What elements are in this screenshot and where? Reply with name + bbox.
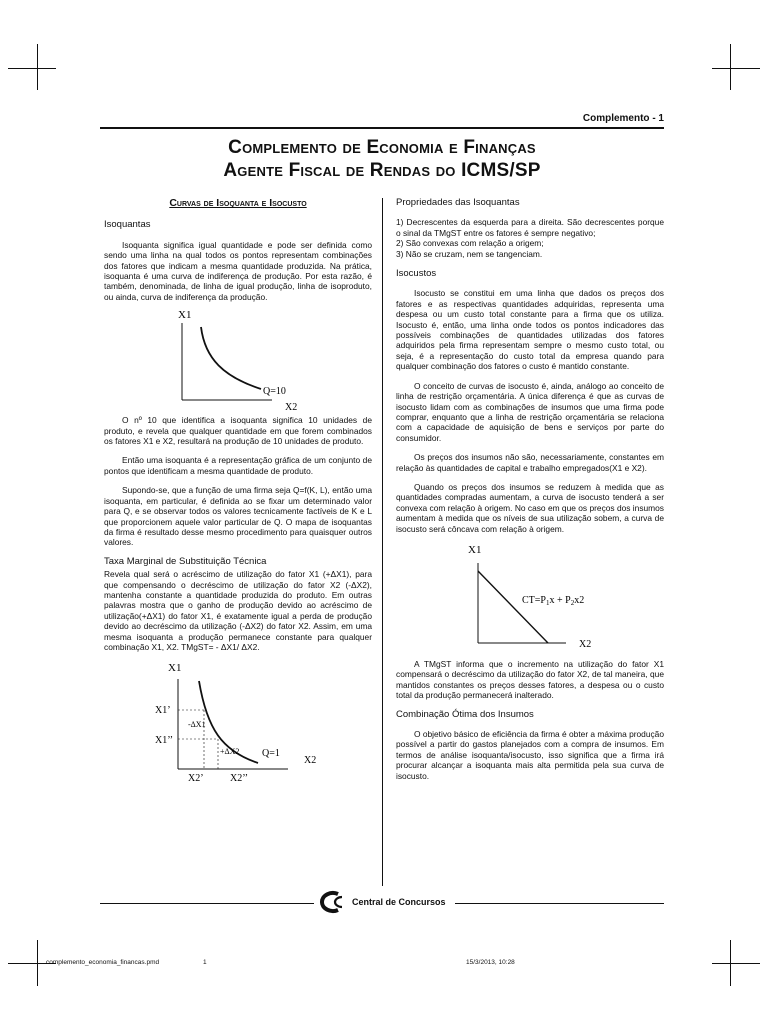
paragraph: Então uma isoquanta é a representação gráfica de um conjunto de pontos que identificam a mesma quantidade de produto. [104, 455, 372, 476]
x-tick-label: X2’ [188, 773, 204, 784]
crop-mark [730, 44, 731, 90]
footer-rule [100, 903, 314, 904]
heading-propriedades: Propriedades das Isoquantas [396, 197, 520, 208]
heading-combinacao: Combinação Ótima dos Insumos [396, 708, 534, 720]
crop-mark [712, 963, 760, 964]
paragraph: Quando os preços dos insumos se reduzem à medida que as quantidades compradas aumentam, a curva de isocusto tenderá a ser convexa com relação à origem. No caso em que os preços dos insumos aumentam à medida que os níveis de sua utilização sobem, a curva de isocusto será côncava com relação à origem. [396, 481, 664, 534]
paragraph: Os preços dos insumos não são, necessariamente, constantes em relação às quantidades de capital e trabalho empregados(X1 e X2). [396, 452, 664, 473]
curve-label: Q=1 [262, 748, 280, 760]
paragraph: Isocusto se constitui em uma linha que dados os preços dos fatores e as respectivas quantidades adquiridas, representa uma despesa ou um custo total constante para a firma que os utiliza. Isocusto é, então, uma linha onde todos os pontos indicadores das possíveis combinações de quantidades utilizadas dos fatores adquiridos pela firma representam sempre o mesmo custo total, ou seja, é a representação do custo total da empresa quando para qualquer combinação dos fatores o custo é mantido constante. [396, 288, 664, 372]
paragraph: O conceito de curvas de isocusto é, ainda, análogo ao conceito de linha de restrição orçamentária. A única diferença é que as curvas de isocusto lidam com as combinações de insumos que uma firma pode comprar, enquanto que a linha de restrição orçamentária se relaciona com a capacidade de aquisição de bens e serviços por parte do consumidor. [396, 380, 664, 443]
graph-y-label: X1 [468, 543, 482, 556]
heading-isoquantas: Isoquantas [104, 219, 151, 231]
graph-x-label: X2 [304, 755, 317, 767]
isocost-graph [396, 541, 664, 653]
section-title: Curvas de Isoquanta e Isocusto [169, 197, 307, 209]
central-concursos-logo-icon [314, 890, 348, 914]
heading-tmst: Taxa Marginal de Substituição Técnica [104, 555, 267, 567]
list-item: 1) Decrescentes da esquerda para a direita. São decrescentes porque o sinal da TMgST entre os fatores é sempre negativo; [396, 217, 664, 238]
tmst-graph [104, 659, 372, 783]
page-title-line1: Complemento de Economia e Finanças [228, 137, 536, 158]
right-column [396, 198, 664, 790]
isoquant-graph [104, 307, 372, 413]
heading-isocustos: Isocustos [396, 268, 437, 280]
crop-mark [37, 44, 38, 90]
graph-y-label: X1 [168, 662, 182, 675]
delta-x1-label: -ΔX1 [188, 720, 206, 730]
page-title-line2: Agente Fiscal de Rendas do ICMS/SP [223, 160, 541, 181]
footer-rule [455, 903, 664, 904]
crop-mark [8, 68, 56, 69]
footer-brand: Central de Concursos [352, 897, 446, 907]
print-date: 15/3/2013, 10:28 [466, 959, 515, 966]
curve-label: Q=10 [263, 386, 286, 398]
isocost-line [478, 571, 548, 643]
isoquant-curve [201, 327, 261, 389]
list-item: 3) Não se cruzam, nem se tangenciam. [396, 248, 543, 259]
graph-y-label: X1 [178, 309, 192, 322]
column-divider [382, 198, 383, 886]
graph-x-label: X2 [579, 638, 592, 650]
paragraph: A TMgST informa que o incremento na utilização do fator X1 compensará o decréscimo da utilização do fator X2, de tal maneira, que mantidos constantes os preços desses fatores, a despesa ou o custo total da produção permanecerá inalterado. [396, 658, 664, 701]
paragraph: O objetivo básico de eficiência da firma é obter a máxima produção possível a partir do gastos planejados com a compra de insumos. Em termos de análise isoquanta/isocusto, isso significa que a firma irá procurar alcançar a isoquanta mais alta permitida pela sua curva de isocusto. [396, 729, 664, 781]
running-header: Complemento - 1 [582, 113, 664, 124]
delta-x2-label: +ΔX2 [220, 747, 240, 757]
y-tick-label: X1’’ [155, 735, 174, 747]
file-name: complemento_economia_financas.pmd [46, 959, 160, 966]
y-tick-label: X1’ [155, 705, 171, 717]
list-item: 2) São convexas com relação a origem; [396, 238, 544, 249]
paragraph: Revela qual será o acréscimo de utilização do fator X1 (+ΔX1), para que compensando o decréscimo de utilização do fator X2 (-ΔX2), mantenha constante a quantidade produzida do produto. Em outras palavras mostra que o ganho de produção devido ao acréscimo de utilização(+ΔX1) do fator X1, é exatamente igual a perda de produção devido ao decréscimo da utilização (-ΔX2) do fator X2. Assim, em uma mesma isoquanta a produção permanece constante para qualquer combinação X1, X2. TMgST= - ΔX1/ ΔX2. [104, 569, 372, 652]
isocost-equation: $CT=P_1x + P_2x2$ [522, 594, 585, 607]
x-tick-label: X2’’ [230, 773, 249, 784]
left-column [104, 198, 372, 783]
graph-x-label: X2 [285, 402, 298, 414]
crop-mark [712, 68, 760, 69]
paragraph: Supondo-se, que a função de uma firma seja Q=f(K, L), então uma isoquanta, em particular, é definida ao se fixar um determinado valor para Q, e se observar todos os valores tecnicamente factíveis de K e L que proporcionem aquele valor particular de Q. O mapa de isoquantas da firma é resultado desse mesmo procedimento para quaisquer outros valores. [104, 485, 372, 548]
paragraph: Isoquanta significa igual quantidade e pode ser definida como sendo uma linha na qual todos os pontos representam combinações dos fatores que indicam a mesma quantidade produzida. Na prática, isoquanta é uma curva de indiferença de produção. Por esta razão, é também, denominada, de linha de igual produção, linha de isoproduto, ou ainda, curva de indiferença da produção. [104, 239, 372, 302]
paragraph: O nº 10 que identifica a isoquanta significa 10 unidades de produto, e revela que qualquer quantidade em que forem combinados os fatores X1 e X2, resultará na produção de 10 unidades de produto. [104, 415, 372, 447]
page-number: 1 [203, 959, 207, 966]
header-rule [100, 127, 664, 129]
